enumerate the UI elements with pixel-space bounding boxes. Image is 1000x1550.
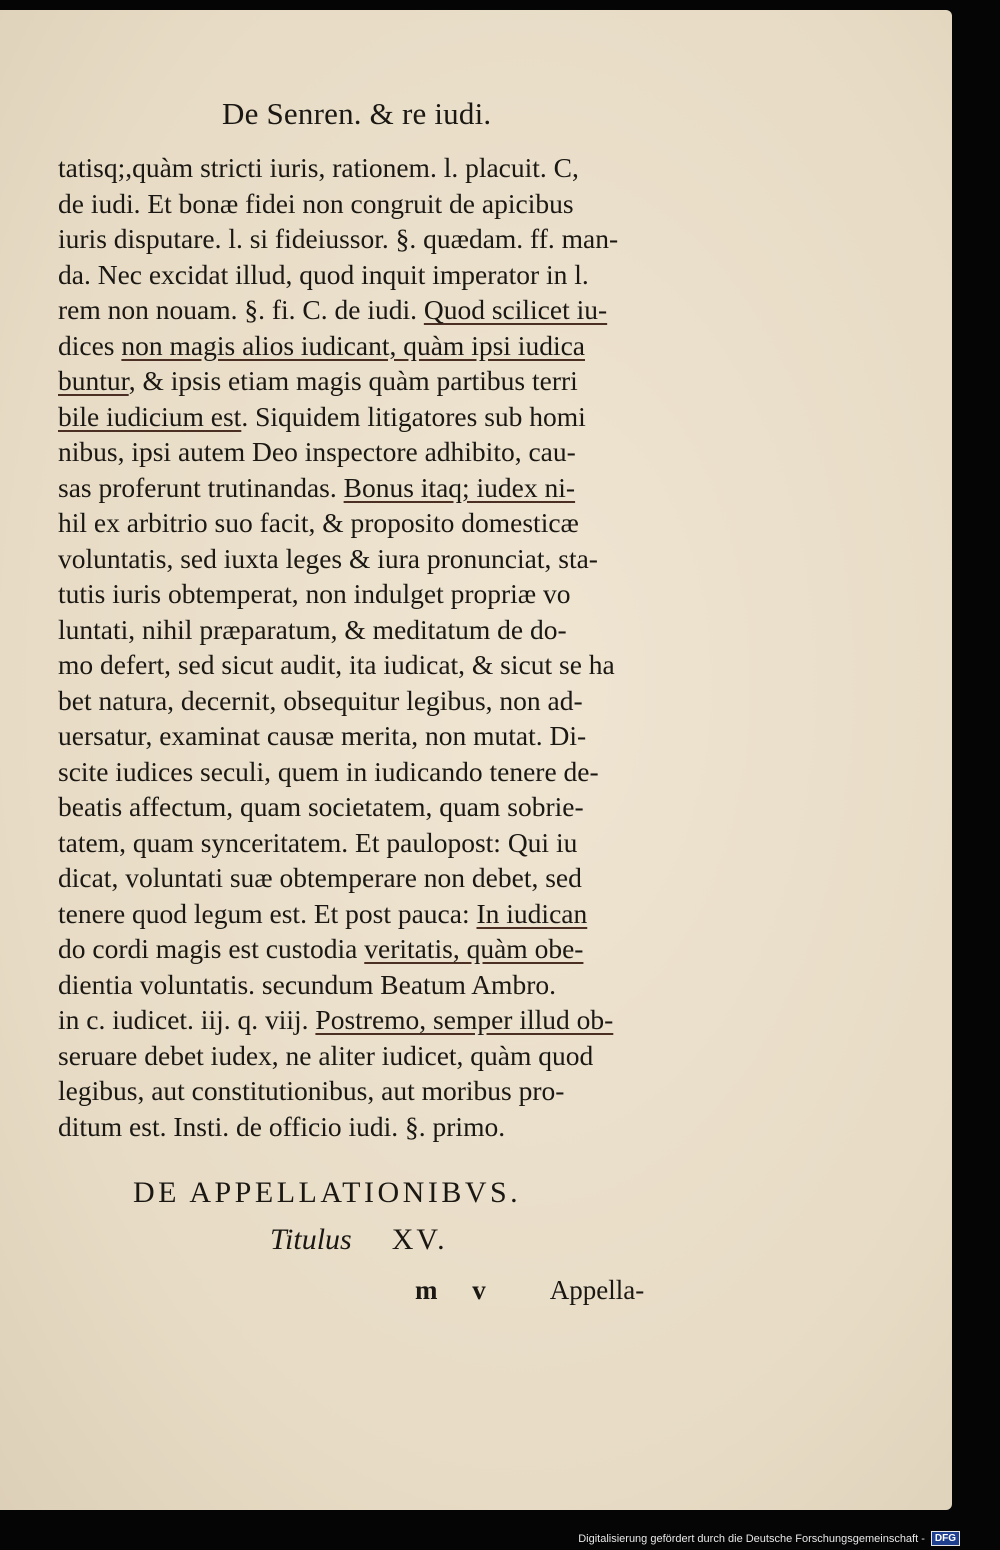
text-segment: voluntatis, sed iuxta leges & iura pronunciat, sta- [58, 542, 598, 574]
text-line [58, 434, 698, 470]
text-line [58, 967, 698, 1003]
text-line [58, 470, 698, 506]
underlined-text: buntur [58, 365, 129, 396]
text-segment: mo defert, sed sicut audit, ita iudicat, & sicut se ha [58, 649, 615, 680]
text-segment: de iudi. Et bonæ fidei non congruit de apicibus [58, 187, 574, 219]
text-segment: dices [58, 329, 122, 361]
text-segment: scite iudices seculi, quem in iudicando tenere de- [58, 755, 599, 787]
text-segment: bet natura, decernit, obsequitur legibus, non ad- [58, 684, 583, 716]
title-word: Titulus [270, 1223, 352, 1256]
text-segment: tutis iuris obtemperat, non indulget propriæ vo [58, 578, 571, 609]
text-line [58, 896, 698, 932]
title-numeral: XV. [391, 1223, 448, 1256]
text-line [58, 576, 698, 612]
text-line [58, 221, 698, 257]
text-segment: dicat, voluntati suæ obtemperare non debet, sed [58, 862, 582, 893]
text-segment: nibus, ipsi autem Deo inspectore adhibito, cau- [58, 436, 576, 467]
underlined-text: veritatis, quàm obe- [364, 933, 584, 964]
catchword-line [415, 1275, 644, 1306]
text-line [58, 789, 698, 825]
text-segment: sas proferunt trutinandas. [58, 471, 344, 503]
underlined-text: Postremo, semper illud ob- [315, 1004, 614, 1035]
underlined-text: bile iudicium est [58, 400, 242, 432]
text-line [58, 683, 698, 719]
catchword: Appella- [549, 1275, 645, 1305]
text-line [58, 931, 698, 967]
book-page [0, 10, 952, 1510]
text-line [58, 647, 698, 683]
text-line [58, 399, 698, 435]
text-segment: uersatur, examinat causæ merita, non mutat. Di- [58, 720, 587, 751]
text-line [58, 1109, 698, 1145]
text-line [58, 505, 698, 541]
text-line [58, 363, 698, 399]
text-segment: beatis affectum, quam societatem, quam sobrie- [58, 791, 584, 822]
text-line [58, 718, 698, 754]
text-segment: do cordi magis est custodia [58, 933, 365, 964]
text-line [58, 612, 698, 648]
text-line [58, 1038, 698, 1074]
text-line [58, 186, 698, 222]
text-line [58, 328, 698, 364]
title-line [270, 1223, 448, 1257]
underlined-text: Bonus itaq; iudex ni- [343, 471, 576, 503]
text-segment: . Siquidem litigatores sub homi [241, 400, 586, 432]
underlined-text: In iudican [476, 897, 588, 929]
text-segment: hil ex arbitrio suo facit, & proposito domesticæ [58, 507, 579, 538]
digitization-footer [578, 1531, 960, 1546]
text-segment: tatem, quam synceritatem. Et paulopost: Qui iu [58, 826, 578, 858]
text-segment: luntati, nihil præparatum, & meditatum de do- [58, 613, 567, 645]
text-segment: seruare debet iudex, ne aliter iudicet, quàm quod [58, 1039, 594, 1071]
text-segment: in c. iudicet. iij. q. viij. [58, 1004, 316, 1035]
text-segment: tatisq;,quàm stricti iuris, rationem. l. placuit. C, [58, 152, 579, 183]
dfg-logo: DFG [931, 1531, 960, 1546]
text-segment: dientia voluntatis. secundum Beatum Ambro. [58, 968, 556, 1000]
section-heading: DE APPELLATIONIBVS. [133, 1176, 522, 1209]
text-line [58, 257, 698, 293]
funding-credit: Digitalisierung gefördert durch die Deutsche Forschungsgemeinschaft - [578, 1532, 925, 1545]
text-line [58, 1073, 698, 1109]
text-line [58, 292, 698, 328]
running-header: De Senren. & re iudi. [222, 96, 492, 131]
text-line [58, 825, 698, 861]
text-line [58, 150, 698, 186]
text-segment: ditum est. Insti. de officio iudi. §. primo. [58, 1110, 506, 1142]
text-segment: legibus, aut constitutionibus, aut moribus pro- [58, 1075, 565, 1106]
text-line [58, 1002, 698, 1038]
text-segment: tenere quod legum est. Et post pauca: [58, 897, 477, 929]
signature-mark: m v [415, 1275, 500, 1305]
underlined-text: Quod scilicet iu- [423, 294, 608, 325]
text-segment: da. Nec excidat illud, quod inquit imperator in l. [58, 258, 589, 290]
text-segment: iuris disputare. l. si fideiussor. §. quædam. ff. man- [58, 223, 619, 254]
text-segment: , & ipsis etiam magis quàm partibus terri [128, 365, 578, 396]
text-line [58, 860, 698, 896]
text-line [58, 541, 698, 577]
underlined-text: non magis alios iudicant, quàm ipsi iudica [121, 329, 585, 361]
text-line [58, 754, 698, 790]
body-text [58, 150, 698, 1144]
text-segment: rem non nouam. §. fi. C. de iudi. [58, 294, 424, 325]
